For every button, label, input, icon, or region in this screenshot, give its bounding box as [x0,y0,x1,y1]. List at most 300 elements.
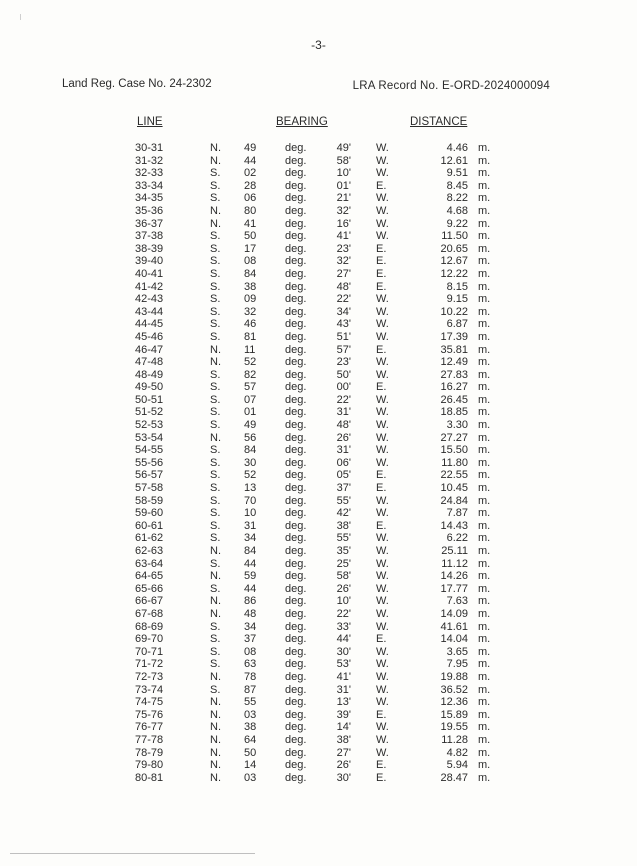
distance-value: 14.26 [440,570,468,583]
ew-direction: E. [376,343,387,356]
ns-direction: S. [210,267,221,280]
ew-direction: W. [376,645,389,658]
distance-unit: m. [478,230,491,243]
ns-direction: S. [210,557,221,570]
ew-direction: W. [376,293,389,306]
distance-value: 3.30 [446,419,468,432]
bearing-minutes: 25' [336,557,351,570]
table-row [0,495,637,508]
distance-unit: m. [478,167,491,180]
bearing-minutes: 55' [336,494,351,507]
degrees-word: deg. [285,381,307,394]
ns-direction: S. [210,456,221,469]
case-number: Land Reg. Case No. 24-2302 [62,78,212,90]
distance-value: 17.77 [440,582,468,595]
bearing-minutes: 27' [336,267,351,280]
page-number: -3- [311,38,326,52]
bearing-minutes: 06' [336,456,351,469]
bearing-minutes: 26' [336,582,351,595]
distance-unit: m. [478,595,491,608]
ew-direction: W. [376,142,389,154]
bearing-degrees: 84 [244,267,257,280]
distance-value: 12.49 [440,356,468,369]
bearing-minutes: 48' [336,419,351,432]
degrees-word: deg. [285,393,307,406]
line-label: 56-57 [135,469,164,482]
bearing-degrees: 52 [244,469,257,482]
degrees-word: deg. [285,557,307,570]
ns-direction: S. [210,482,221,495]
bearing-degrees: 11 [244,343,256,356]
bearing-minutes: 44' [336,633,351,646]
distance-value: 28.47 [440,771,468,784]
distance-value: 4.82 [446,746,468,759]
ns-direction: S. [210,330,221,343]
distance-unit: m. [478,381,491,394]
table-row [0,558,637,571]
bearing-minutes: 31' [336,683,351,696]
distance-unit: m. [478,733,491,746]
distance-value: 14.43 [440,519,468,532]
ew-direction: W. [376,368,389,381]
ew-direction: W. [376,204,389,217]
ns-direction: S. [210,192,221,205]
ns-direction: N. [210,771,221,784]
ns-direction: S. [210,683,221,696]
bearing-degrees: 30 [244,456,257,469]
ns-direction: S. [210,532,221,545]
distance-unit: m. [478,658,491,671]
degrees-word: deg. [285,431,307,444]
line-label: 77-78 [135,733,164,746]
ns-direction: N. [210,343,221,356]
distance-unit: m. [478,217,491,230]
table-row [0,721,637,734]
line-label: 68-69 [135,620,164,633]
distance-unit: m. [478,721,491,734]
bearing-degrees: 50 [244,230,257,243]
bearing-minutes: 32' [336,255,351,268]
line-label: 63-64 [135,557,164,570]
ns-direction: S. [210,620,221,633]
ew-direction: W. [376,393,389,406]
ew-direction: W. [376,507,389,520]
ew-direction: W. [376,154,389,167]
line-label: 37-38 [135,230,164,243]
bearing-degrees: 84 [244,545,257,557]
ns-direction: N. [210,142,221,154]
bearing-minutes: 53' [336,658,351,671]
distance-unit: m. [478,318,491,331]
distance-value: 3.65 [446,645,468,658]
line-label: 30-31 [135,142,164,154]
degrees-word: deg. [285,217,307,230]
bearing-minutes: 30' [336,771,351,784]
ns-direction: N. [210,545,221,557]
degrees-word: deg. [285,708,307,721]
distance-value: 16.27 [440,381,468,394]
bearing-minutes: 58' [336,154,351,167]
line-label: 46-47 [135,343,164,356]
table-row [0,444,637,457]
line-label: 58-59 [135,494,164,507]
distance-value: 6.87 [446,318,468,331]
table-row [0,255,637,268]
degrees-word: deg. [285,154,307,167]
distance-value: 11.12 [441,557,468,570]
distance-unit: m. [478,179,491,192]
ew-direction: E. [376,633,387,646]
bearing-minutes: 22' [336,607,351,620]
line-label: 78-79 [135,746,164,759]
distance-unit: m. [478,431,491,444]
distance-unit: m. [478,746,491,759]
bearing-degrees: 13 [244,482,257,495]
bearing-degrees: 50 [244,746,257,759]
bearing-degrees: 48 [244,607,257,620]
ew-direction: W. [376,683,389,696]
bearing-degrees: 63 [244,658,257,671]
ew-direction: W. [376,456,389,469]
distance-unit: m. [478,469,491,482]
bearing-degrees: 78 [244,670,257,683]
ew-direction: W. [376,532,389,545]
degrees-word: deg. [285,645,307,658]
distance-value: 22.55 [440,469,468,482]
degrees-word: deg. [285,532,307,545]
table-row [0,218,637,231]
ew-direction: W. [376,595,389,608]
degrees-word: deg. [285,368,307,381]
bearing-minutes: 58' [336,570,351,583]
table-row [0,268,637,281]
degrees-word: deg. [285,469,307,482]
table-row [0,507,637,520]
line-label: 79-80 [135,759,164,772]
distance-unit: m. [478,570,491,583]
ns-direction: S. [210,406,221,419]
line-label: 67-68 [135,607,164,620]
distance-value: 7.87 [446,507,468,520]
degrees-word: deg. [285,545,307,557]
distance-value: 12.22 [440,267,468,280]
bearing-degrees: 38 [244,721,257,734]
degrees-word: deg. [285,519,307,532]
degrees-word: deg. [285,759,307,772]
table-row [0,646,637,659]
bearing-degrees: 70 [244,494,257,507]
line-label: 73-74 [135,683,164,696]
bearing-degrees: 86 [244,595,257,608]
bearing-degrees: 32 [244,305,257,318]
ew-direction: E. [376,759,387,772]
table-row [0,570,637,583]
degrees-word: deg. [285,595,307,608]
ns-direction: S. [210,318,221,331]
degrees-word: deg. [285,507,307,520]
bearing-minutes: 23' [336,242,351,255]
bearing-degrees: 82 [244,368,257,381]
distance-value: 27.27 [440,431,468,444]
line-label: 40-41 [135,267,164,280]
table-row [0,520,637,533]
degrees-word: deg. [285,267,307,280]
bearing-degrees: 03 [244,708,257,721]
ns-direction: S. [210,633,221,646]
technical-description-table [0,142,637,784]
bearing-degrees: 09 [244,293,257,306]
bearing-degrees: 34 [244,532,257,545]
bearing-degrees: 38 [244,280,257,293]
distance-value: 19.55 [440,721,468,734]
table-row [0,772,637,785]
distance-unit: m. [478,419,491,432]
ew-direction: E. [376,267,387,280]
ns-direction: N. [210,708,221,721]
distance-value: 8.22 [446,192,468,205]
bearing-minutes: 34' [336,305,351,318]
table-row [0,709,637,722]
distance-value: 15.89 [440,708,468,721]
bearing-minutes: 00' [336,381,351,394]
degrees-word: deg. [285,444,307,457]
bearing-minutes: 50' [336,368,351,381]
degrees-word: deg. [285,607,307,620]
line-label: 41-42 [135,280,164,293]
ns-direction: S. [210,368,221,381]
distance-value: 9.15 [446,293,468,306]
distance-unit: m. [478,267,491,280]
bearing-degrees: 87 [244,683,257,696]
line-label: 32-33 [135,167,164,180]
degrees-word: deg. [285,242,307,255]
degrees-word: deg. [285,330,307,343]
bearing-minutes: 33' [336,620,351,633]
distance-unit: m. [478,343,491,356]
bearing-minutes: 27' [336,746,351,759]
ns-direction: S. [210,179,221,192]
line-label: 52-53 [135,419,164,432]
ns-direction: S. [210,444,221,457]
ns-direction: S. [210,280,221,293]
bearing-degrees: 49 [244,419,257,432]
bearing-minutes: 41' [336,670,351,683]
table-row [0,167,637,180]
ew-direction: W. [376,658,389,671]
line-label: 47-48 [135,356,164,369]
ns-direction: N. [210,204,221,217]
column-header-bearing: BEARING [276,116,328,128]
line-label: 66-67 [135,595,164,608]
table-row [0,469,637,482]
bearing-degrees: 56 [244,431,257,444]
bearing-degrees: 59 [244,570,257,583]
distance-value: 26.45 [440,393,468,406]
distance-unit: m. [478,393,491,406]
ew-direction: W. [376,557,389,570]
bearing-degrees: 17 [244,242,257,255]
distance-unit: m. [478,368,491,381]
table-row [0,205,637,218]
ns-direction: N. [210,670,221,683]
distance-value: 5.94 [446,759,468,772]
degrees-word: deg. [285,494,307,507]
bearing-minutes: 55' [336,532,351,545]
ns-direction: S. [210,242,221,255]
table-row [0,230,637,243]
bearing-minutes: 14' [336,721,351,734]
distance-value: 10.22 [440,305,468,318]
ns-direction: N. [210,154,221,167]
bearing-degrees: 52 [244,356,257,369]
distance-unit: m. [478,645,491,658]
ns-direction: S. [210,494,221,507]
distance-unit: m. [478,507,491,520]
line-label: 50-51 [135,393,164,406]
ew-direction: W. [376,721,389,734]
ew-direction: W. [376,406,389,419]
bearing-minutes: 26' [336,431,351,444]
bearing-minutes: 35' [336,545,351,557]
ns-direction: N. [210,721,221,734]
ew-direction: W. [376,607,389,620]
ew-direction: W. [376,419,389,432]
line-label: 51-52 [135,406,164,419]
bearing-degrees: 31 [244,519,257,532]
line-label: 69-70 [135,633,164,646]
line-label: 31-32 [135,154,164,167]
bearing-minutes: 16' [336,217,351,230]
ew-direction: W. [376,444,389,457]
degrees-word: deg. [285,456,307,469]
bearing-minutes: 41' [336,230,351,243]
distance-unit: m. [478,696,491,709]
ns-direction: S. [210,658,221,671]
line-label: 64-65 [135,570,164,583]
line-label: 38-39 [135,242,164,255]
distance-value: 8.45 [446,179,468,192]
degrees-word: deg. [285,696,307,709]
ns-direction: S. [210,469,221,482]
line-label: 74-75 [135,696,164,709]
ew-direction: E. [376,519,387,532]
scan-speck [20,14,21,20]
ns-direction: N. [210,607,221,620]
bearing-minutes: 31' [336,444,351,457]
bearing-minutes: 38' [336,733,351,746]
ns-direction: N. [210,431,221,444]
distance-value: 12.36 [440,696,468,709]
bearing-degrees: 07 [244,393,257,406]
line-label: 80-81 [135,771,164,784]
table-row [0,633,637,646]
distance-value: 8.15 [446,280,468,293]
distance-value: 12.67 [440,255,468,268]
line-label: 61-62 [135,532,164,545]
degrees-word: deg. [285,482,307,495]
bearing-minutes: 39' [336,708,351,721]
ew-direction: E. [376,381,387,394]
degrees-word: deg. [285,204,307,217]
degrees-word: deg. [285,179,307,192]
bearing-minutes: 48' [336,280,351,293]
distance-unit: m. [478,255,491,268]
ew-direction: E. [376,771,387,784]
line-label: 39-40 [135,255,164,268]
bearing-minutes: 38' [336,519,351,532]
table-row [0,658,637,671]
line-label: 42-43 [135,293,164,306]
degrees-word: deg. [285,746,307,759]
table-row [0,747,637,760]
line-label: 49-50 [135,381,164,394]
ns-direction: S. [210,582,221,595]
distance-value: 14.09 [440,607,468,620]
distance-value: 20.65 [440,242,468,255]
ns-direction: S. [210,305,221,318]
ns-direction: S. [210,507,221,520]
bearing-degrees: 81 [244,330,257,343]
bearing-degrees: 08 [244,255,257,268]
table-row [0,356,637,369]
table-row [0,318,637,331]
distance-value: 7.63 [446,595,468,608]
line-label: 75-76 [135,708,164,721]
distance-value: 4.46 [446,142,468,154]
ew-direction: W. [376,670,389,683]
ns-direction: S. [210,293,221,306]
bearing-degrees: 80 [244,204,257,217]
bearing-degrees: 44 [244,557,257,570]
bearing-degrees: 37 [244,633,257,646]
degrees-word: deg. [285,356,307,369]
bearing-degrees: 08 [244,645,257,658]
degrees-word: deg. [285,620,307,633]
distance-value: 14.04 [440,633,468,646]
distance-value: 11.80 [441,456,468,469]
ew-direction: W. [376,545,389,557]
table-row [0,457,637,470]
distance-value: 7.95 [446,658,468,671]
table-row [0,243,637,256]
ew-direction: E. [376,482,387,495]
ew-direction: E. [376,255,387,268]
bearing-minutes: 51' [336,330,351,343]
line-label: 57-58 [135,482,164,495]
table-row [0,482,637,495]
footer-rule [10,853,255,854]
line-label: 36-37 [135,217,164,230]
table-row [0,155,637,168]
table-row [0,369,637,382]
ew-direction: W. [376,230,389,243]
ns-direction: S. [210,519,221,532]
degrees-word: deg. [285,293,307,306]
distance-unit: m. [478,142,491,154]
bearing-minutes: 49' [336,142,351,154]
table-row [0,532,637,545]
bearing-minutes: 01' [336,179,351,192]
bearing-degrees: 64 [244,733,257,746]
ew-direction: E. [376,280,387,293]
line-label: 71-72 [135,658,164,671]
table-row [0,759,637,772]
distance-unit: m. [478,192,491,205]
bearing-minutes: 43' [336,318,351,331]
distance-value: 10.45 [440,482,468,495]
distance-unit: m. [478,759,491,772]
distance-value: 24.84 [440,494,468,507]
